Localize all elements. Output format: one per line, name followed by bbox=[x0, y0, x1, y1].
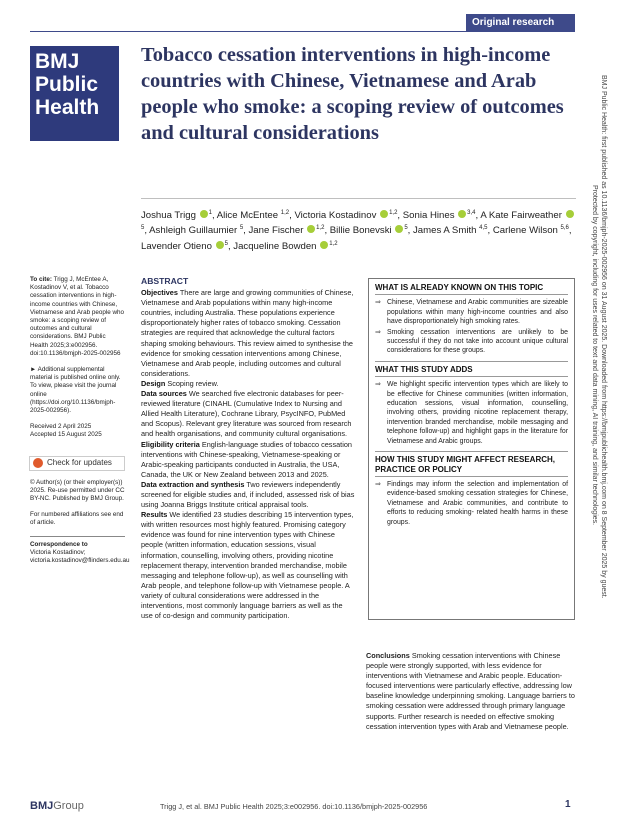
author-name: Sonia Hines bbox=[402, 210, 455, 222]
author-affiliation: 1,2 bbox=[329, 240, 338, 247]
arrow-icon: ⇒ bbox=[375, 299, 381, 307]
author-name: Carlene Wilson bbox=[492, 225, 558, 237]
adds-section bbox=[375, 361, 568, 446]
cite-text: Trigg J, McEntee A, Kostadinov V, et al. Tobacco cessation interventions in high-income countries with Chinese, Vietnamese and Arab people who smoke: a scoping review of outcomes and cultural considerations. BMJ Public Health 2025;3:e002956. doi:10.1136/bmjph-2025-002956 bbox=[30, 276, 125, 357]
download-notice-line-2: Protected by copyright, including for uses related to text and data mining, AI training, and similar technologies. bbox=[591, 185, 598, 526]
abstract-section-label: Eligibility criteria bbox=[141, 439, 200, 449]
cite-label: To cite: bbox=[30, 276, 52, 283]
summary-item bbox=[375, 328, 568, 356]
author bbox=[149, 225, 248, 236]
accepted-date: Accepted 15 August 2025 bbox=[30, 431, 102, 439]
check-updates-icon bbox=[33, 458, 43, 468]
article-title: Tobacco cessation interventions in high-income countries with Chinese, Vietnamese and Arab people who smoke: a scoping review of outcomes and cultural considerations bbox=[141, 44, 564, 144]
author-name: Jane Fischer bbox=[248, 225, 304, 237]
abstract-sections bbox=[141, 288, 355, 621]
abstract-section-text: Scoping review. bbox=[167, 378, 219, 388]
author-name: Jacqueline Bowden bbox=[233, 240, 317, 252]
conclusions bbox=[366, 651, 576, 732]
abstract-section bbox=[141, 440, 355, 480]
orcid-icon[interactable] bbox=[216, 241, 224, 249]
author bbox=[493, 225, 572, 236]
check-updates-button[interactable] bbox=[29, 456, 125, 471]
author bbox=[413, 225, 493, 236]
conclusions-label: Conclusions bbox=[366, 651, 410, 660]
article-type-badge: Original research bbox=[466, 14, 575, 32]
summary-item bbox=[375, 298, 568, 326]
author-separator: , bbox=[475, 210, 481, 222]
author bbox=[330, 225, 413, 236]
abstract-section bbox=[141, 480, 355, 510]
orcid-icon[interactable] bbox=[320, 241, 328, 249]
correspondence-name: Victoria Kostadinov; bbox=[30, 548, 86, 556]
copyright-note: © Author(s) (or their employer(s)) 2025. Re-use permitted under CC BY-NC. Published by BMJ Group. bbox=[30, 478, 125, 503]
footer-logo bbox=[30, 800, 84, 812]
top-rule bbox=[30, 31, 575, 32]
arrow-icon: ⇒ bbox=[375, 328, 381, 336]
summary-item-text: We highlight specific intervention types which are likely to be effective for Chinese communities (written information, education sessions, visual information, counselling, involving others, providing nicotine replacement therapy, intervention branded merchandise, mobile messaging and telephone follow-up) and highlight gaps in the literature for Vietnamese and Arabic groups. bbox=[387, 381, 568, 445]
author-name: A Kate Fairweather bbox=[480, 210, 562, 222]
download-notice bbox=[591, 75, 611, 775]
author-affiliation: 3,4 bbox=[467, 210, 476, 216]
download-notice-line-1: BMJ Public Health: first published as 10.1136/bmjph-2025-002956 on 31 August 2025. Downloaded from https://bmjpublichealth.bmj.com on 8 September 2025 by guest. bbox=[600, 75, 607, 599]
orcid-icon[interactable] bbox=[395, 225, 403, 233]
summary-item-text: Chinese, Vietnamese and Arabic communities are sizeable populations within many high-income countries and also have disproportionately high smoking rates. bbox=[387, 299, 568, 326]
author-separator: , bbox=[487, 225, 493, 237]
author-separator: , bbox=[243, 225, 249, 237]
summary-item bbox=[375, 380, 568, 446]
abstract-heading: ABSTRACT bbox=[141, 276, 189, 286]
author-separator: , bbox=[397, 210, 403, 222]
logo-line-2: Public bbox=[35, 73, 99, 96]
sidebar bbox=[30, 276, 130, 565]
footer-logo-bmj: BMJ bbox=[30, 800, 54, 812]
check-updates-label: Check for updates bbox=[47, 458, 112, 468]
author-affiliation: 5 bbox=[141, 225, 145, 232]
author-name: Ashleigh Guillaumier bbox=[149, 225, 238, 237]
author-separator: , bbox=[289, 210, 295, 222]
orcid-icon[interactable] bbox=[566, 210, 574, 218]
author-list bbox=[141, 207, 576, 253]
abstract-section-text: There are large and growing communities of Chinese, Vietnamese and Arab populations within many high-income countries, including Australia. These populations experience disproportionately higher rates of tobacco smoking. Cessation strategies are required that acknowledge the cultural factors shaping smoking behaviours. This review aimed to synthesise the evidence for smoking cessation interventions among Chinese, Vietnamese and Arab people, including outcomes and cultural considerations. bbox=[141, 288, 354, 378]
arrow-icon: ⇒ bbox=[375, 480, 381, 488]
abstract-section-label: Results bbox=[141, 510, 168, 520]
adds-items bbox=[375, 380, 568, 446]
abstract-section-label: Data extraction and synthesis bbox=[141, 479, 245, 489]
received-date: Received 2 April 2025 bbox=[30, 423, 92, 431]
affect-items bbox=[375, 480, 568, 527]
title-rule bbox=[141, 198, 576, 199]
abstract-section bbox=[141, 510, 355, 621]
author bbox=[233, 241, 337, 252]
author-separator: , bbox=[568, 225, 572, 237]
summary-item-text: Smoking cessation interventions are unlikely to be successful if they do not take into account unique cultural considerations for these groups. bbox=[387, 328, 568, 355]
orcid-icon[interactable] bbox=[458, 210, 466, 218]
author bbox=[249, 225, 330, 236]
footer-logo-group: Group bbox=[53, 800, 84, 812]
journal-logo bbox=[30, 46, 119, 141]
correspondence-email[interactable]: victoria.kostadinov@flinders.edu.au bbox=[30, 557, 130, 565]
author-separator: , bbox=[227, 240, 234, 252]
author bbox=[403, 210, 481, 221]
abstract-section-label: Objectives bbox=[141, 288, 178, 298]
abstract-section-text: Two reviewers independently screened for eligible studies and, if included, assessed risk of bias using Joanna Briggs Institute critical appraisal tools. bbox=[141, 479, 355, 510]
known-section bbox=[375, 283, 568, 356]
orcid-icon[interactable] bbox=[307, 225, 315, 233]
orcid-icon[interactable] bbox=[200, 210, 208, 218]
summary-item-text: Findings may inform the selection and implementation of evidence-based smoking cessation strategies for Chinese, Vietnamese and Arabic communities, and contribute to efforts to reducing smoking- related health harms in these groups. bbox=[387, 480, 568, 526]
sidebar-rule bbox=[30, 536, 125, 537]
author-affiliation: 1,2 bbox=[389, 210, 398, 216]
author-name: Joshua Trigg bbox=[141, 210, 196, 222]
correspondence-label: Correspondence to bbox=[30, 540, 88, 548]
page-number: 1 bbox=[565, 799, 571, 810]
author-name: Alice McEntee bbox=[216, 210, 279, 222]
logo-line-1: BMJ bbox=[35, 50, 80, 73]
abstract-section-label: Design bbox=[141, 378, 166, 388]
author-name: Billie Bonevski bbox=[329, 225, 392, 237]
author-separator: , bbox=[144, 225, 150, 237]
summary-item bbox=[375, 480, 568, 527]
known-items bbox=[375, 298, 568, 355]
arrow-icon: ⇒ bbox=[375, 381, 381, 389]
affect-heading: HOW THIS STUDY MIGHT AFFECT RESEARCH, PRACTICE OR POLICY bbox=[375, 451, 568, 477]
abstract-section bbox=[141, 389, 355, 439]
author-affiliation: 1,2 bbox=[316, 225, 325, 232]
footer-citation: Trigg J, et al. BMJ Public Health 2025;3:e002956. doi:10.1136/bmjph-2025-002956 bbox=[160, 802, 428, 811]
author-name: James A Smith bbox=[413, 225, 477, 237]
abstract-section-label: Data sources bbox=[141, 389, 187, 399]
author-name: Victoria Kostadinov bbox=[294, 210, 377, 222]
author-separator: , bbox=[324, 225, 330, 237]
author-separator: , bbox=[211, 210, 217, 222]
author bbox=[141, 210, 217, 221]
summary-box bbox=[368, 278, 575, 620]
author-affiliation: 5 bbox=[239, 225, 244, 232]
abstract-section bbox=[141, 288, 355, 379]
author-name: Lavender Otieno bbox=[141, 240, 212, 252]
cite-block bbox=[30, 276, 125, 358]
author-affiliation: 5,6 bbox=[560, 225, 569, 232]
adds-heading: WHAT THIS STUDY ADDS bbox=[375, 361, 568, 377]
author bbox=[217, 210, 295, 221]
author-affiliation: 1,2 bbox=[280, 210, 290, 216]
author-separator: , bbox=[407, 225, 413, 237]
known-heading: WHAT IS ALREADY KNOWN ON THIS TOPIC bbox=[375, 283, 568, 295]
abstract-section bbox=[141, 379, 355, 389]
abstract-section-text: English-language studies of tobacco cessation interventions with Chinese-speaking, Vietnamese-speaking or Arabic-speaking participants conducted in Australia, the USA, Canada, the UK or New Zealand between 2013 and 2025. bbox=[141, 439, 352, 479]
abstract-section-text: We identified 23 studies describing 15 intervention types, with written resources most highly featured. Promising category evidence was found for nine intervention types with Chinese people (written information, education sessions, visual information, counselling, involving others, providing nicotine replacement therapy, intervention branded merchandise, mobile messaging and telephone follow-up), as well as counselling with Arab people, and telephone follow-up with Vietnamese people. A variety of cultural considerations were addressed in the interventions, most commonly language barriers as well as the use of co-design and community participation. bbox=[141, 510, 354, 621]
author-affiliation: 1 bbox=[208, 210, 212, 216]
affect-section bbox=[375, 451, 568, 527]
author bbox=[141, 241, 233, 252]
author-affiliation: 5 bbox=[224, 240, 228, 247]
author bbox=[294, 210, 402, 221]
abstract bbox=[141, 276, 355, 621]
orcid-icon[interactable] bbox=[380, 210, 388, 218]
abstract-section-text: We searched five electronic databases for peer-reviewed literature (CINAHL (Cumulative Index to Nursing and Allied Health Literature), Cochrane Library, PsycINFO, PubMed and Scopus). Relevant grey literature was sourced from research and health organisations, and community cultural organisations. bbox=[141, 389, 352, 439]
supplemental-note[interactable]: ► Additional supplemental material is published online only. To view, please visit the journal online (https://doi.org/10.1136/bmjph-2025-002956). bbox=[30, 366, 121, 415]
author-affiliation: 5 bbox=[404, 225, 408, 232]
affiliations-note: For numbered affiliations see end of article. bbox=[30, 511, 124, 527]
conclusions-text: Smoking cessation interventions with Chinese people were strongly supported, with less evidence for interventions with Vietnamese and Arabic people. Education-focused interventions were particularly effective, addressing low baseline knowledge underpinning smoking. Language barriers to smoking cessation were addressed through primary language supports. Further research is needed on effective smoking cessation intervention types with Arab and Vietnamese people. bbox=[366, 651, 575, 731]
author-affiliation: 4,5 bbox=[479, 225, 488, 232]
logo-line-3: Health bbox=[35, 96, 100, 119]
